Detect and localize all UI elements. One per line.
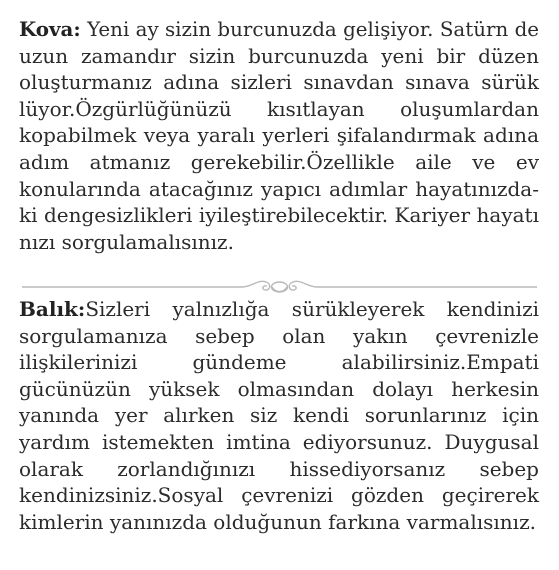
- section-balik: [19, 296, 539, 535]
- kova-line-8: ki dengesizlikleri iyileştirebilecektir. Kariyer hayatı: [19, 203, 539, 228]
- kova-line-6: adım atmanız gerekebilir.Özellikle aile ve ev: [19, 149, 539, 174]
- kova-label: Kova:: [19, 17, 81, 41]
- balik-line-1: [19, 296, 539, 323]
- balik-line-4: gücünüzün yüksek olmasından dolayı herkesin: [19, 376, 539, 401]
- balik-line-6: yardım istemekten imtina ediyorsunuz. Duygusal: [19, 429, 539, 454]
- kova-line-7: konularında atacağınız yapıcı adımlar hayatınızda-: [19, 176, 539, 201]
- kova-line-4: lüyor.Özgürlüğünüzü kısıtlayan oluşumlardan: [19, 96, 539, 121]
- balik-line-2: sorgulamanıza sebep olan yakın çevrenizle: [19, 323, 539, 348]
- ornamental-divider-icon: [20, 276, 539, 298]
- balik-line-8: kendinizsiniz.Sosyal çevrenizi gözden geçirerek: [19, 483, 539, 508]
- balik-text-1: Sizleri yalnızlığa sürükleyerek kendinizi: [85, 297, 539, 321]
- balik-line-3: ilişkilerinizi gündeme alabilirsiniz.Empati: [19, 350, 539, 375]
- section-kova: [19, 16, 539, 255]
- kova-line-5: kopabilmek veya yaralı yerleri şifalandırmak adına: [19, 123, 539, 148]
- kova-line-1: [19, 16, 539, 43]
- balik-line-9: kimlerin yanınızda olduğunun farkına varmalısınız.: [19, 509, 536, 534]
- balik-line-7: olarak zorlandığınızı hissediyorsanız sebep: [19, 456, 539, 481]
- kova-line-3: oluşturmanız adına sizleri sınavdan sınava sürük: [19, 70, 539, 95]
- balik-line-5: yanında yer alırken siz kendi sorunlarınız için: [19, 403, 539, 428]
- kova-text-1: Yeni ay sizin burcunuzda gelişiyor. Satürn de: [80, 18, 539, 41]
- kova-line-2: uzun zamandır sizin burcunuzda yeni bir düzen: [19, 43, 539, 68]
- balik-label: Balık:: [19, 297, 86, 321]
- kova-line-9: nızı sorgulamalısınız.: [19, 229, 234, 254]
